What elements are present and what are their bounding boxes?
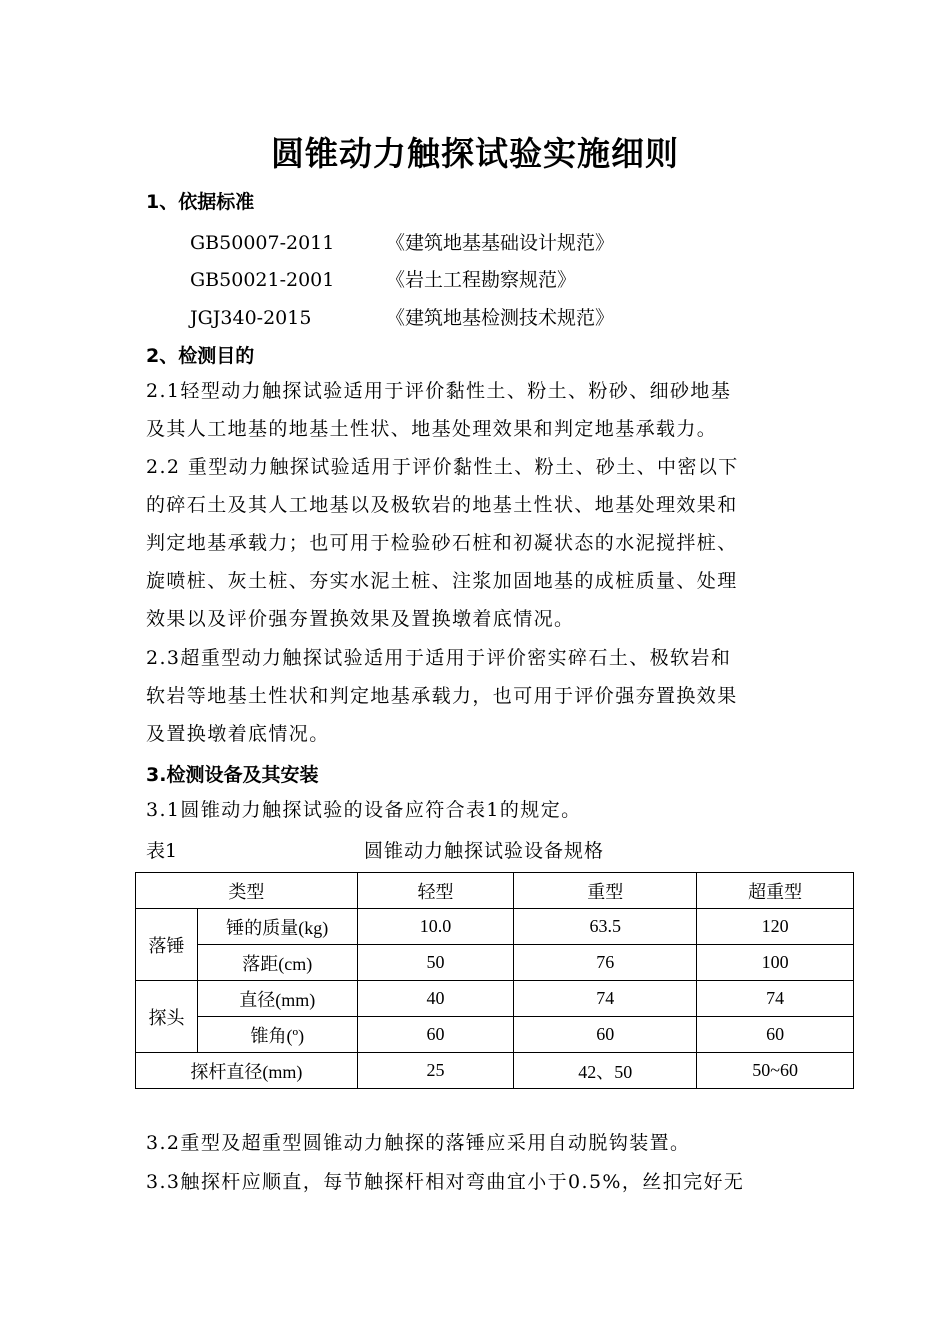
standard-row bbox=[190, 228, 614, 255]
text-line: 软岩等地基土性状和判定地基承载力，也可用于评价强夯置换效果 bbox=[146, 685, 738, 707]
text-line: 3.3触探杆应顺直，每节触探杆相对弯曲宜小于0.5%，丝扣完好无 bbox=[146, 1171, 745, 1193]
standard-name: 《岩土工程勘察规范》 bbox=[386, 269, 577, 291]
equipment-spec-table bbox=[135, 872, 854, 1089]
header-super-heavy: 超重型 bbox=[697, 873, 854, 909]
cell-heavy: 60 bbox=[514, 1017, 697, 1053]
text-line: 2.1轻型动力触探试验适用于评价黏性土、粉土、粉砂、细砂地基 bbox=[146, 380, 732, 402]
table-row bbox=[136, 1017, 854, 1053]
text-line: 及其人工地基的地基土性状、地基处理效果和判定地基承载力。 bbox=[146, 418, 718, 440]
row-label: 锥角(º) bbox=[197, 1017, 357, 1053]
standard-name: 《建筑地基基础设计规范》 bbox=[386, 232, 615, 254]
row-label: 落距(cm) bbox=[197, 945, 357, 981]
text-line: 效果以及评价强夯置换效果及置换墩着底情况。 bbox=[146, 608, 575, 630]
cell-light: 50 bbox=[357, 945, 514, 981]
cell-super-heavy: 100 bbox=[697, 945, 854, 981]
section-2-heading: 2、检测目的 bbox=[146, 345, 255, 367]
row-label: 锤的质量(kg) bbox=[197, 909, 357, 945]
table-row bbox=[136, 981, 854, 1017]
table-row bbox=[136, 1053, 854, 1089]
table-label: 表1 bbox=[146, 840, 178, 862]
cell-super-heavy: 60 bbox=[697, 1017, 854, 1053]
table-row bbox=[136, 945, 854, 981]
document-title: 圆锥动力触探试验实施细则 bbox=[271, 134, 679, 173]
group-hammer: 落锤 bbox=[136, 909, 198, 981]
standard-row bbox=[190, 303, 614, 330]
standard-code: GB50007-2011 bbox=[190, 232, 335, 254]
cell-light: 40 bbox=[357, 981, 514, 1017]
row-label: 直径(mm) bbox=[197, 981, 357, 1017]
cell-heavy: 63.5 bbox=[514, 909, 697, 945]
paragraph-2-3 bbox=[146, 639, 806, 753]
paragraph-3-2 bbox=[146, 1124, 806, 1162]
standard-row bbox=[190, 265, 576, 292]
table-header-row bbox=[136, 873, 854, 909]
group-probe: 探头 bbox=[136, 981, 198, 1053]
cell-heavy: 74 bbox=[514, 981, 697, 1017]
table-row bbox=[136, 909, 854, 945]
section-3-heading: 3.检测设备及其安装 bbox=[146, 764, 319, 786]
cell-super-heavy: 120 bbox=[697, 909, 854, 945]
table-title: 圆锥动力触探试验设备规格 bbox=[364, 840, 605, 862]
cell-heavy: 76 bbox=[514, 945, 697, 981]
cell-super-heavy: 74 bbox=[697, 981, 854, 1017]
text-line: 3.2重型及超重型圆锥动力触探的落锤应采用自动脱钩装置。 bbox=[146, 1132, 691, 1154]
row-label: 探杆直径(mm) bbox=[136, 1053, 358, 1089]
paragraph-2-1 bbox=[146, 372, 806, 448]
text-line: 3.1圆锥动力触探试验的设备应符合表1的规定。 bbox=[146, 799, 582, 821]
paragraph-3-3 bbox=[146, 1163, 806, 1201]
section-1-heading: 1、依据标准 bbox=[146, 191, 255, 213]
cell-light: 25 bbox=[357, 1053, 514, 1089]
cell-heavy: 42、50 bbox=[514, 1053, 697, 1089]
standard-code: GB50021-2001 bbox=[190, 269, 335, 291]
paragraph-3-1 bbox=[146, 791, 806, 829]
text-line: 及置换墩着底情况。 bbox=[146, 723, 330, 745]
header-light: 轻型 bbox=[357, 873, 514, 909]
standard-name: 《建筑地基检测技术规范》 bbox=[386, 307, 615, 329]
standard-code: JGJ340-2015 bbox=[190, 307, 312, 329]
header-heavy: 重型 bbox=[514, 873, 697, 909]
text-line: 2.2 重型动力触探试验适用于评价黏性土、粉土、砂土、中密以下 bbox=[146, 456, 739, 478]
cell-light: 10.0 bbox=[357, 909, 514, 945]
header-type: 类型 bbox=[136, 873, 358, 909]
text-line: 的碎石土及其人工地基以及极软岩的地基土性状、地基处理效果和 bbox=[146, 494, 738, 516]
text-line: 判定地基承载力；也可用于检验砂石桩和初凝状态的水泥搅拌桩、 bbox=[146, 532, 738, 554]
text-line: 旋喷桩、灰土桩、夯实水泥土桩、注浆加固地基的成桩质量、处理 bbox=[146, 570, 738, 592]
cell-light: 60 bbox=[357, 1017, 514, 1053]
paragraph-2-2 bbox=[146, 448, 806, 638]
text-line: 2.3超重型动力触探试验适用于适用于评价密实碎石土、极软岩和 bbox=[146, 647, 732, 669]
cell-super-heavy: 50~60 bbox=[697, 1053, 854, 1089]
